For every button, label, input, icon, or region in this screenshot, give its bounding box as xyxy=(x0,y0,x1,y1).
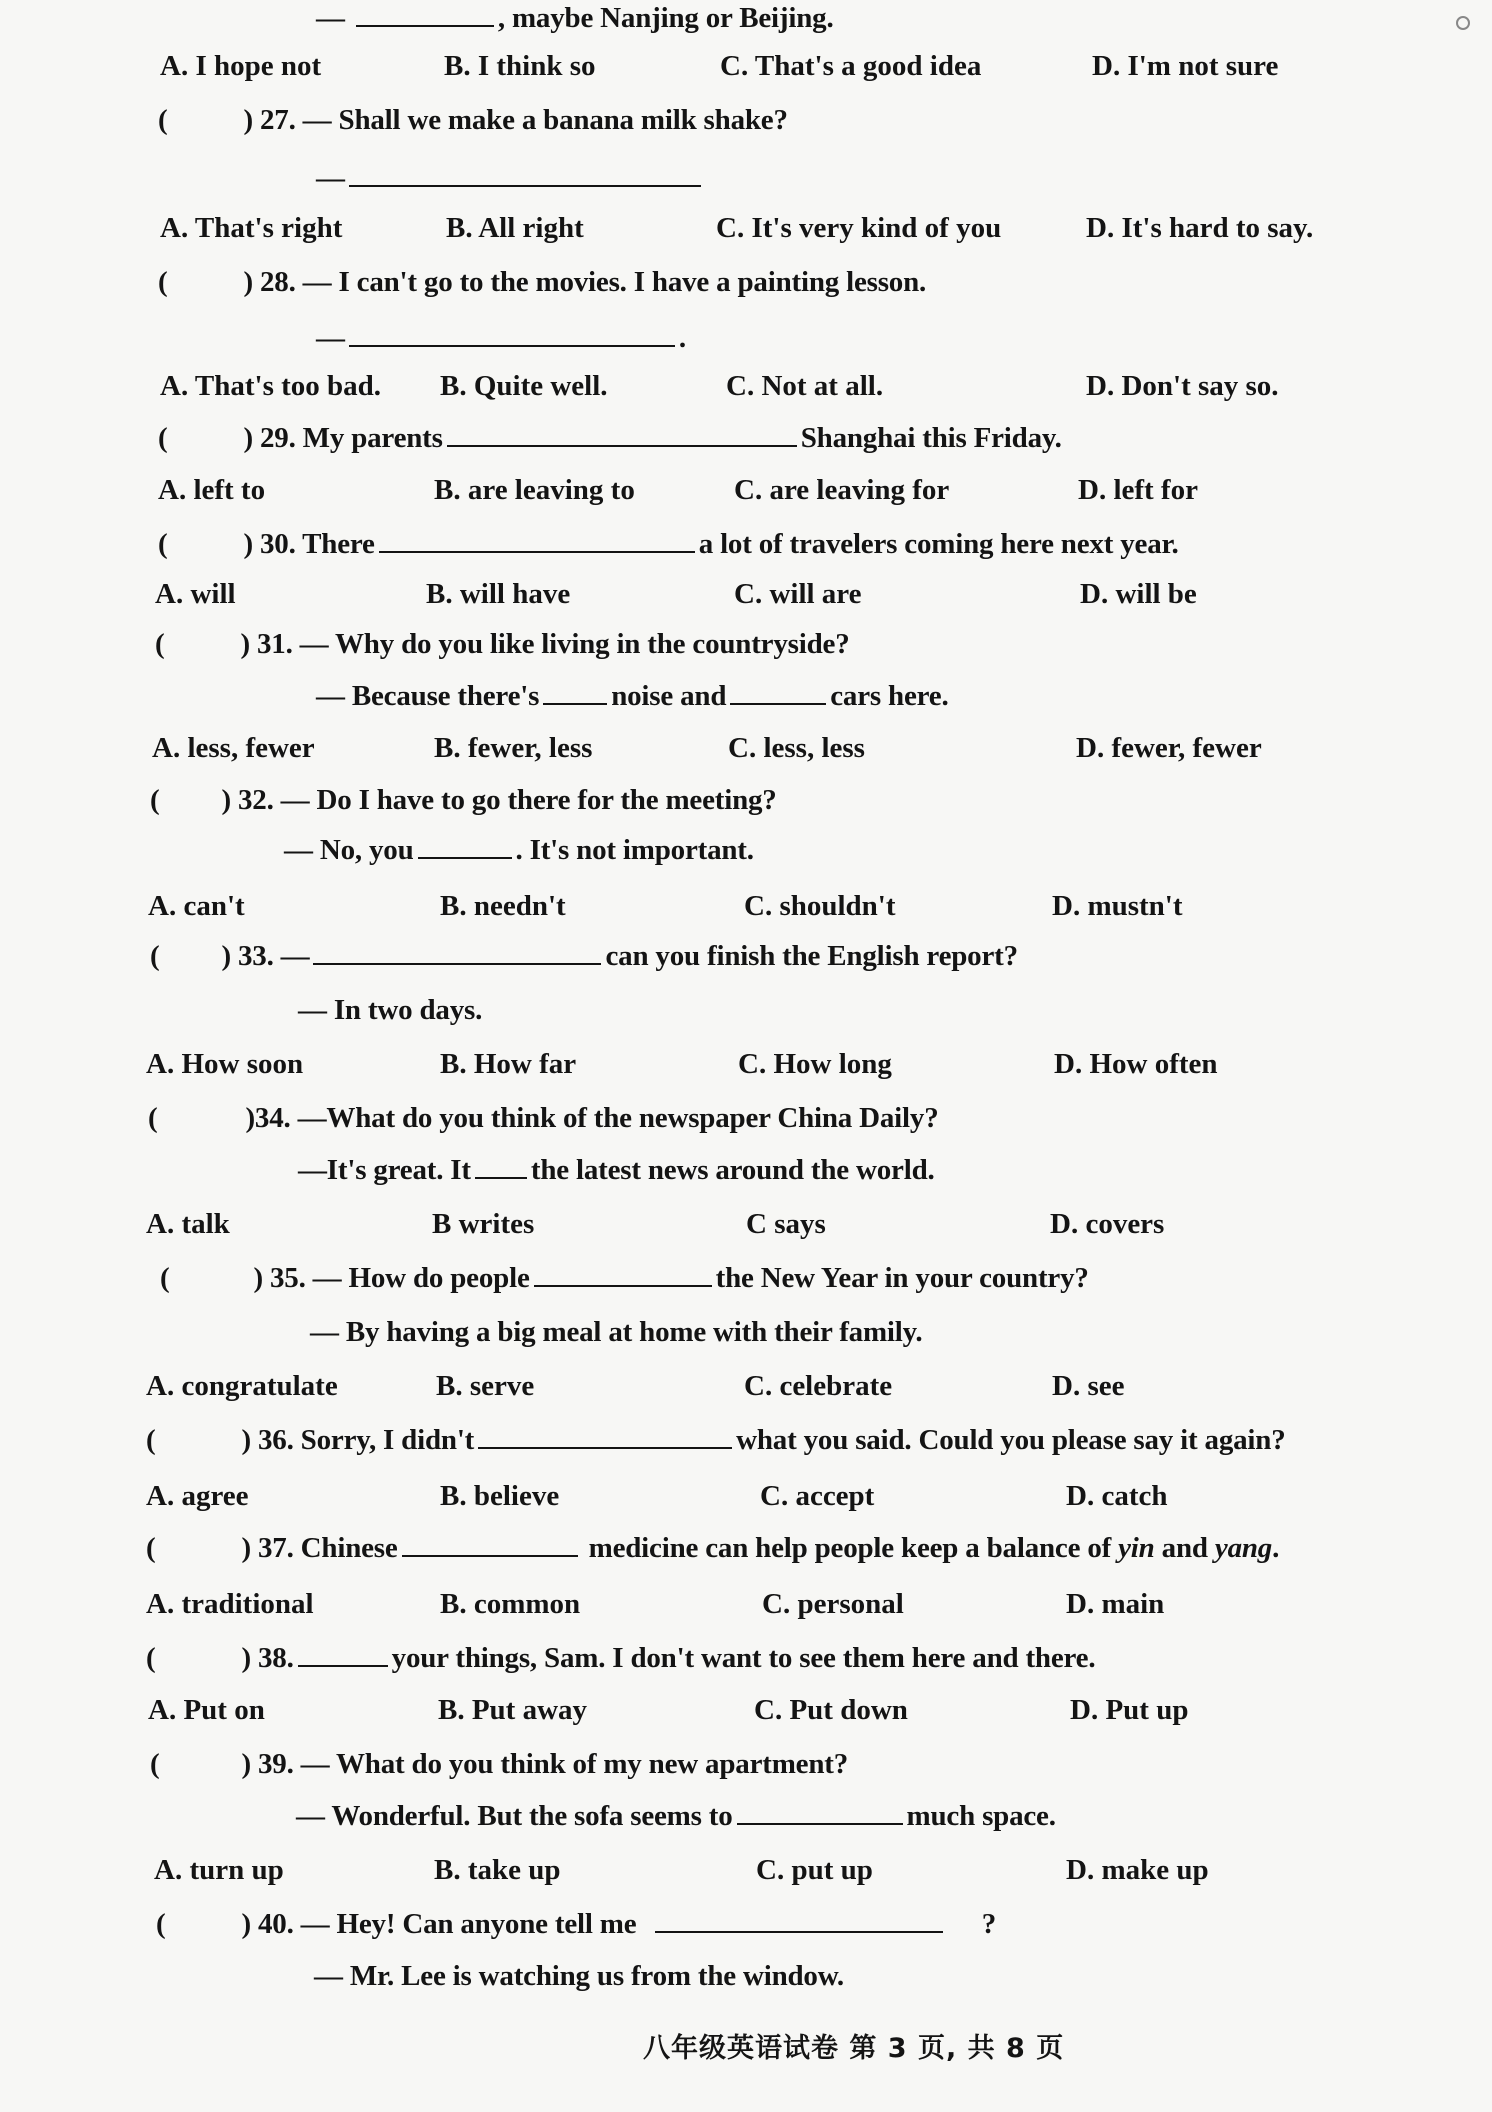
q37-paren: ( xyxy=(146,1532,156,1564)
q34-option-d[interactable]: D. covers xyxy=(1050,1208,1165,1240)
q39-text: ) 39. — What do you think of my new apartment? xyxy=(241,1748,849,1780)
q33-option-c[interactable]: C. How long xyxy=(738,1048,892,1080)
q39-option-b[interactable]: B. take up xyxy=(434,1854,561,1886)
q36-option-d[interactable]: D. catch xyxy=(1066,1480,1168,1512)
q38-paren: ( xyxy=(146,1642,156,1674)
q38-question xyxy=(146,1640,1095,1676)
q32-question xyxy=(150,782,777,818)
q37-text: ) 37. Chinese xyxy=(241,1532,398,1564)
q39-option-a[interactable]: A. turn up xyxy=(154,1854,284,1886)
q40-question xyxy=(156,1906,996,1942)
q27-question xyxy=(158,102,788,138)
q29-text: ) 29. My parents xyxy=(243,422,443,454)
q40-answer: — Mr. Lee is watching us from the window. xyxy=(314,1960,844,1992)
q27-text: ) 27. — Shall we make a banana milk shake? xyxy=(243,104,788,136)
q35-text: ) 35. — How do people xyxy=(253,1262,530,1294)
q35-blank[interactable] xyxy=(534,1261,712,1287)
q34-option-b[interactable]: B writes xyxy=(432,1208,535,1240)
q26-answer-line xyxy=(316,0,834,36)
q35-after: the New Year in your country? xyxy=(715,1262,1089,1294)
q29-option-d[interactable]: D. left for xyxy=(1078,474,1198,506)
q38-after: your things, Sam. I don't want to see them here and there. xyxy=(391,1642,1096,1674)
q39-question xyxy=(150,1746,848,1782)
q36-paren: ( xyxy=(146,1424,156,1456)
q31-answer-a: — Because there's xyxy=(316,680,540,712)
q39-blank[interactable] xyxy=(737,1799,903,1825)
q32-paren: ( xyxy=(150,784,160,816)
q30-blank[interactable] xyxy=(379,527,695,553)
q39-paren: ( xyxy=(150,1748,160,1780)
q38-option-c[interactable]: C. Put down xyxy=(754,1694,908,1726)
q30-option-a[interactable]: A. will xyxy=(155,578,236,610)
q37-after: medicine can help people keep a balance of xyxy=(588,1532,1112,1564)
q37-option-b[interactable]: B. common xyxy=(440,1588,581,1620)
q29-blank[interactable] xyxy=(447,421,797,447)
q31-option-a[interactable]: A. less, fewer xyxy=(152,732,315,764)
q39-answer-a: — Wonderful. But the sofa seems to xyxy=(296,1800,733,1832)
q27-option-d[interactable]: D. It's hard to say. xyxy=(1086,212,1314,244)
q36-text: ) 36. Sorry, I didn't xyxy=(241,1424,475,1456)
q27-dash: — xyxy=(316,162,345,194)
q34-answer-line xyxy=(298,1152,935,1188)
q30-option-c[interactable]: C. will are xyxy=(734,578,862,610)
q26-option-b[interactable]: B. I think so xyxy=(444,50,596,82)
q37-and: and xyxy=(1161,1532,1208,1564)
q28-option-b[interactable]: B. Quite well. xyxy=(440,370,608,402)
q33-question xyxy=(150,938,1018,974)
q27-paren: ( xyxy=(158,104,168,136)
q32-option-b[interactable]: B. needn't xyxy=(440,890,566,922)
q32-option-d[interactable]: D. mustn't xyxy=(1052,890,1183,922)
q30-question xyxy=(158,526,1179,562)
q32-option-a[interactable]: A. can't xyxy=(148,890,245,922)
q30-option-d[interactable]: D. will be xyxy=(1080,578,1197,610)
q36-blank[interactable] xyxy=(478,1423,732,1449)
q32-answer-line xyxy=(284,832,754,868)
q37-end: . xyxy=(1272,1532,1280,1564)
q26-option-a[interactable]: A. I hope not xyxy=(160,50,322,82)
q26-after: , maybe Nanjing or Beijing. xyxy=(497,2,834,34)
q28-paren: ( xyxy=(158,266,168,298)
q28-dash: — xyxy=(316,322,345,354)
q30-after: a lot of travelers coming here next year. xyxy=(698,528,1179,560)
q32-blank[interactable] xyxy=(418,833,512,859)
q38-option-b[interactable]: B. Put away xyxy=(438,1694,588,1726)
q34-paren: ( xyxy=(148,1102,158,1134)
q33-option-a[interactable]: A. How soon xyxy=(146,1048,304,1080)
q31-text: ) 31. — Why do you like living in the countryside? xyxy=(240,628,850,660)
q37-question xyxy=(146,1530,1279,1566)
q28-option-c[interactable]: C. Not at all. xyxy=(726,370,884,402)
q37-option-d[interactable]: D. main xyxy=(1066,1588,1165,1620)
page-footer: 八年级英语试卷 第 3 页, 共 8 页 xyxy=(643,2033,1065,2064)
q33-option-b[interactable]: B. How far xyxy=(440,1048,577,1080)
q35-option-d[interactable]: D. see xyxy=(1052,1370,1125,1402)
q38-text: ) 38. xyxy=(241,1642,294,1674)
q40-paren: ( xyxy=(156,1908,166,1940)
q31-answer-line xyxy=(316,678,949,714)
q36-option-a[interactable]: A. agree xyxy=(146,1480,249,1512)
q39-answer-b: much space. xyxy=(906,1800,1056,1832)
q28-option-d[interactable]: D. Don't say so. xyxy=(1086,370,1279,402)
q37-blank[interactable] xyxy=(402,1531,578,1557)
q32-option-c[interactable]: C. shouldn't xyxy=(744,890,896,922)
q26-dash: — xyxy=(316,2,352,34)
q31-blank-1[interactable] xyxy=(543,679,607,705)
q28-answer-line xyxy=(316,320,686,356)
q33-option-d[interactable]: D. How often xyxy=(1054,1048,1218,1080)
q40-after: ? xyxy=(981,1908,997,1940)
q32-text: ) 32. — Do I have to go there for the meeting? xyxy=(221,784,777,816)
q29-option-b[interactable]: B. are leaving to xyxy=(434,474,635,506)
q31-paren: ( xyxy=(155,628,165,660)
q31-answer-b: noise and xyxy=(611,680,727,712)
q34-answer-a: —It's great. It xyxy=(298,1154,471,1186)
q35-option-a[interactable]: A. congratulate xyxy=(146,1370,338,1402)
q34-option-a[interactable]: A. talk xyxy=(146,1208,230,1240)
q28-text: ) 28. — I can't go to the movies. I have a painting lesson. xyxy=(243,266,927,298)
q40-text: ) 40. — Hey! Can anyone tell me xyxy=(241,1908,637,1940)
q34-answer-b: the latest news around the world. xyxy=(530,1154,935,1186)
q36-question xyxy=(146,1422,1286,1458)
q34-option-c[interactable]: C says xyxy=(746,1208,826,1240)
q34-blank[interactable] xyxy=(475,1153,527,1179)
q38-option-d[interactable]: D. Put up xyxy=(1070,1694,1189,1726)
q35-answer: — By having a big meal at home with their family. xyxy=(310,1316,923,1348)
q32-answer-a: — No, you xyxy=(284,834,414,866)
q30-option-b[interactable]: B. will have xyxy=(426,578,571,610)
q37-option-c[interactable]: C. personal xyxy=(762,1588,904,1620)
q32-answer-b: . It's not important. xyxy=(515,834,754,866)
q27-blank[interactable] xyxy=(349,161,701,187)
q37-yang: yang xyxy=(1214,1532,1273,1564)
q30-paren: ( xyxy=(158,528,168,560)
q39-option-c[interactable]: C. put up xyxy=(756,1854,873,1886)
q33-after: can you finish the English report? xyxy=(605,940,1018,972)
q27-option-b[interactable]: B. All right xyxy=(446,212,584,244)
q39-answer-line xyxy=(296,1798,1056,1834)
q38-blank[interactable] xyxy=(298,1641,388,1667)
q26-option-c[interactable]: C. That's a good idea xyxy=(720,50,982,82)
q28-end: . xyxy=(678,322,686,354)
q35-paren: ( xyxy=(160,1262,170,1294)
q39-option-d[interactable]: D. make up xyxy=(1066,1854,1209,1886)
q35-question xyxy=(160,1260,1089,1296)
q31-blank-2[interactable] xyxy=(730,679,826,705)
scan-mark xyxy=(1456,16,1470,30)
q36-option-c[interactable]: C. accept xyxy=(760,1480,875,1512)
q37-option-a[interactable]: A. traditional xyxy=(146,1588,314,1620)
q29-option-a[interactable]: A. left to xyxy=(158,474,266,506)
q27-answer-line xyxy=(316,160,705,196)
q33-answer: — In two days. xyxy=(298,994,483,1026)
q37-yin: yin xyxy=(1118,1532,1155,1564)
q35-option-b[interactable]: B. serve xyxy=(436,1370,535,1402)
q26-blank[interactable] xyxy=(356,1,494,27)
q34-question xyxy=(148,1100,939,1136)
q29-paren: ( xyxy=(158,422,168,454)
q36-option-b[interactable]: B. believe xyxy=(440,1480,560,1512)
q33-text: ) 33. — xyxy=(221,940,310,972)
q29-question xyxy=(158,420,1062,456)
q27-option-a[interactable]: A. That's right xyxy=(160,212,343,244)
q31-question xyxy=(155,626,850,662)
q26-option-d[interactable]: D. I'm not sure xyxy=(1092,50,1279,82)
q31-option-b[interactable]: B. fewer, less xyxy=(434,732,593,764)
q35-option-c[interactable]: C. celebrate xyxy=(744,1370,893,1402)
q36-after: what you said. Could you please say it again? xyxy=(736,1424,1286,1456)
q29-option-c[interactable]: C. are leaving for xyxy=(734,474,950,506)
q28-option-a[interactable]: A. That's too bad. xyxy=(160,370,382,402)
q34-text: )34. —What do you think of the newspaper China Daily? xyxy=(245,1102,939,1134)
q38-option-a[interactable]: A. Put on xyxy=(148,1694,265,1726)
q31-answer-c: cars here. xyxy=(830,680,949,712)
q27-option-c[interactable]: C. It's very kind of you xyxy=(716,212,1002,244)
q31-option-c[interactable]: C. less, less xyxy=(728,732,865,764)
q33-paren: ( xyxy=(150,940,160,972)
q33-blank[interactable] xyxy=(313,939,601,965)
q29-after: Shanghai this Friday. xyxy=(800,422,1062,454)
q30-text: ) 30. There xyxy=(243,528,375,560)
q28-question xyxy=(158,264,926,300)
q31-option-d[interactable]: D. fewer, fewer xyxy=(1076,732,1262,764)
q28-blank[interactable] xyxy=(349,321,675,347)
q40-blank[interactable] xyxy=(655,1907,943,1933)
